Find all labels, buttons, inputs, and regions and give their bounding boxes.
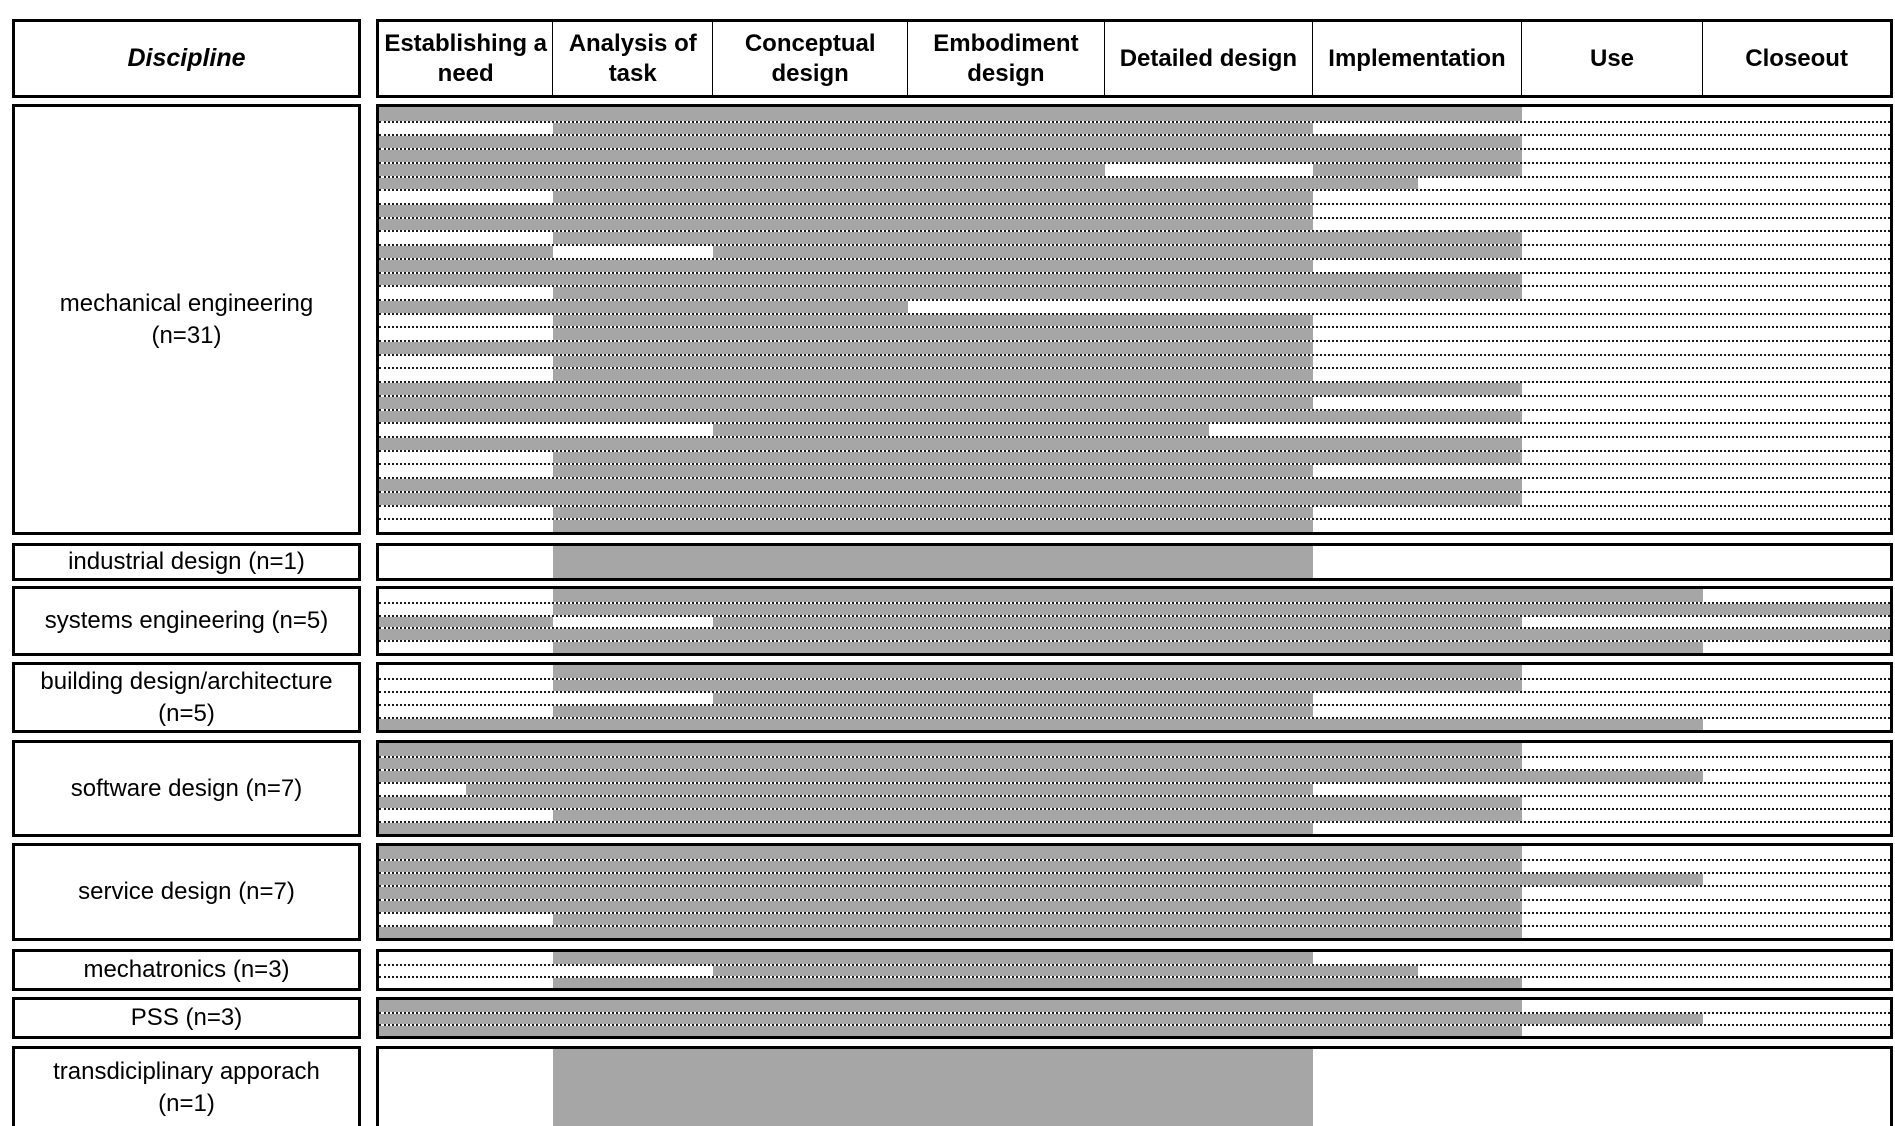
phase-coverage-bar [553, 978, 1521, 988]
study-row [379, 912, 1890, 925]
study-row [379, 704, 1890, 717]
phase-coverage-bar [379, 411, 1522, 423]
phase-coverage-bar [553, 465, 1313, 477]
phase-coverage-bar [553, 315, 1313, 327]
phase-header-implementation: Implementation [1313, 22, 1522, 95]
phase-coverage-bar [379, 164, 1105, 176]
phase-coverage-bar [553, 191, 1313, 203]
phase-coverage-bar [379, 383, 1522, 395]
discipline-label-mechatronics: mechatronics (n=3) [12, 949, 361, 991]
study-row [379, 134, 1890, 148]
phase-coverage-bar [379, 260, 1313, 272]
phase-coverage-bar [553, 452, 1521, 464]
study-row [379, 203, 1890, 217]
coverage-grid-systems-engineering [376, 586, 1893, 656]
discipline-label-service-design: service design (n=7) [12, 843, 361, 941]
phase-coverage-bar [713, 617, 1522, 628]
study-row [379, 1024, 1890, 1036]
study-row [379, 756, 1890, 769]
phase-coverage-bar [553, 232, 1521, 244]
study-row [379, 952, 1890, 964]
study-row [379, 769, 1890, 782]
study-row [379, 450, 1890, 464]
discipline-label-systems-engineering: systems engineering (n=5) [12, 586, 361, 656]
phase-header-row [376, 19, 1893, 98]
study-row [379, 602, 1890, 615]
study-row [379, 782, 1890, 795]
phase-coverage-bar [379, 301, 908, 313]
study-row [379, 121, 1890, 135]
study-row [379, 409, 1890, 423]
study-row [379, 189, 1890, 203]
phase-coverage-bar [553, 546, 1313, 578]
phase-coverage-bar [553, 952, 1313, 964]
study-row [379, 367, 1890, 381]
phase-coverage-bar [379, 771, 1703, 782]
phase-coverage-bar [379, 493, 1522, 505]
phase-coverage-bar [379, 219, 1313, 231]
coverage-grid-software-design [376, 740, 1893, 837]
coverage-grid-mechanical-engineering [376, 104, 1893, 535]
study-row [379, 354, 1890, 368]
phase-coverage-bar [379, 887, 1522, 898]
study-row [379, 678, 1890, 691]
phase-header-conceptual-design: Conceptual design [713, 22, 908, 95]
coverage-grid-service-design [376, 843, 1893, 941]
phase-coverage-bar [1313, 164, 1522, 176]
study-row [379, 422, 1890, 436]
phase-header-analysis-of-task: Analysis of task [553, 22, 713, 95]
study-row [379, 964, 1890, 976]
phase-coverage-bar [553, 123, 1313, 135]
study-row [379, 326, 1890, 340]
coverage-grid-industrial-design [376, 543, 1893, 581]
study-row [379, 162, 1890, 176]
study-row [379, 285, 1890, 299]
phase-coverage-bar [379, 719, 1703, 730]
phase-coverage-bar [379, 629, 1890, 640]
study-row [379, 821, 1890, 834]
phase-coverage-bar [379, 743, 1522, 756]
discipline-label-building-design: building design/architecture (n=5) [12, 662, 361, 733]
phase-coverage-bar [379, 274, 1522, 286]
phase-coverage-bar [379, 846, 1522, 859]
phase-coverage-bar [379, 107, 1522, 121]
study-row [379, 436, 1890, 450]
phase-coverage-bar [553, 604, 1890, 615]
study-row [379, 505, 1890, 519]
phase-coverage-bar [379, 150, 1522, 162]
study-row [379, 299, 1890, 313]
phase-coverage-bar [553, 642, 1703, 653]
phase-header-detailed-design: Detailed design [1105, 22, 1314, 95]
phase-coverage-bar [553, 1049, 1313, 1126]
study-row [379, 976, 1890, 988]
phase-coverage-bar [713, 693, 1313, 704]
study-row [379, 546, 1890, 578]
study-row [379, 340, 1890, 354]
phase-coverage-bar [379, 758, 1522, 769]
study-row [379, 491, 1890, 505]
phase-coverage-bar [553, 369, 1313, 381]
phase-coverage-bar [553, 914, 1521, 925]
discipline-header-label: Discipline [127, 44, 246, 72]
study-row [379, 381, 1890, 395]
discipline-label-transdisciplinary: transdiciplinary apporach (n=1) [12, 1046, 361, 1126]
phase-coverage-bar [553, 507, 1313, 519]
study-row [379, 665, 1890, 678]
study-row [379, 107, 1890, 121]
study-row [379, 518, 1890, 532]
phase-coverage-bar [379, 874, 1703, 885]
study-row [379, 463, 1890, 477]
study-row [379, 1012, 1890, 1024]
phase-coverage-bar [379, 927, 1522, 938]
phase-coverage-bar [553, 328, 1313, 340]
phase-header-embodiment-design: Embodiment design [908, 22, 1104, 95]
phase-coverage-bar [379, 479, 1522, 491]
study-row [379, 640, 1890, 653]
phase-coverage-bar [553, 287, 1521, 299]
phase-coverage-bar [379, 617, 553, 628]
discipline-label-software-design: software design (n=7) [12, 740, 361, 837]
study-row [379, 217, 1890, 231]
phase-coverage-bar [379, 1014, 1703, 1024]
study-row [379, 176, 1890, 190]
phase-header-closeout: Closeout [1745, 44, 1848, 72]
coverage-grid-building-design [376, 662, 1893, 733]
phase-coverage-bar [379, 342, 1313, 354]
study-row [379, 615, 1890, 628]
phase-coverage-bar [379, 178, 1418, 190]
coverage-grid-transdisciplinary [376, 1046, 1893, 1126]
study-row [379, 148, 1890, 162]
study-row [379, 885, 1890, 898]
phase-coverage-bar [379, 861, 1522, 872]
phase-coverage-bar [553, 706, 1313, 717]
study-row [379, 691, 1890, 704]
study-row [379, 272, 1890, 286]
phase-coverage-bar [379, 823, 1313, 834]
discipline-label-mechanical-engineering: mechanical engineering (n=31) [12, 104, 361, 535]
phase-coverage-bar [553, 520, 1313, 532]
phase-coverage-bar [379, 1026, 1522, 1036]
phase-coverage-bar [379, 136, 1522, 148]
study-row [379, 230, 1890, 244]
discipline-label-industrial-design: industrial design (n=1) [12, 543, 361, 581]
study-row [379, 1049, 1890, 1126]
study-row [379, 589, 1890, 602]
phase-coverage-bar [553, 589, 1703, 602]
phase-coverage-bar [553, 356, 1313, 368]
phase-coverage-bar [379, 901, 1522, 912]
phase-header-establishing-a-need: Establishing a need [379, 22, 553, 95]
study-row [379, 395, 1890, 409]
phase-coverage-bar [553, 665, 1521, 678]
study-row [379, 808, 1890, 821]
study-row [379, 899, 1890, 912]
phase-coverage-bar [379, 205, 1313, 217]
phase-coverage-bar [379, 438, 1522, 450]
study-row [379, 743, 1890, 756]
study-row [379, 244, 1890, 258]
phase-coverage-bar [379, 246, 553, 258]
study-row [379, 717, 1890, 730]
phase-header-use: Use [1522, 22, 1704, 95]
study-row [379, 872, 1890, 885]
study-row [379, 846, 1890, 859]
discipline-label-pss: PSS (n=3) [12, 997, 361, 1039]
phase-coverage-bar [379, 1000, 1522, 1012]
phase-coverage-bar [713, 246, 1522, 258]
phase-coverage-bar [379, 797, 1522, 808]
study-row [379, 627, 1890, 640]
study-row [379, 313, 1890, 327]
phase-coverage-bar [466, 784, 1313, 795]
study-row [379, 477, 1890, 491]
discipline-header [12, 19, 361, 98]
coverage-grid-pss [376, 997, 1893, 1039]
coverage-grid-mechatronics [376, 949, 1893, 991]
phase-coverage-bar [553, 680, 1521, 691]
phase-coverage-bar [713, 424, 1209, 436]
study-row [379, 859, 1890, 872]
study-row [379, 795, 1890, 808]
phase-coverage-bar [379, 397, 1313, 409]
study-row [379, 258, 1890, 272]
phase-coverage-bar [713, 966, 1417, 976]
study-row [379, 925, 1890, 938]
phase-coverage-bar [553, 810, 1521, 821]
study-row [379, 1000, 1890, 1012]
